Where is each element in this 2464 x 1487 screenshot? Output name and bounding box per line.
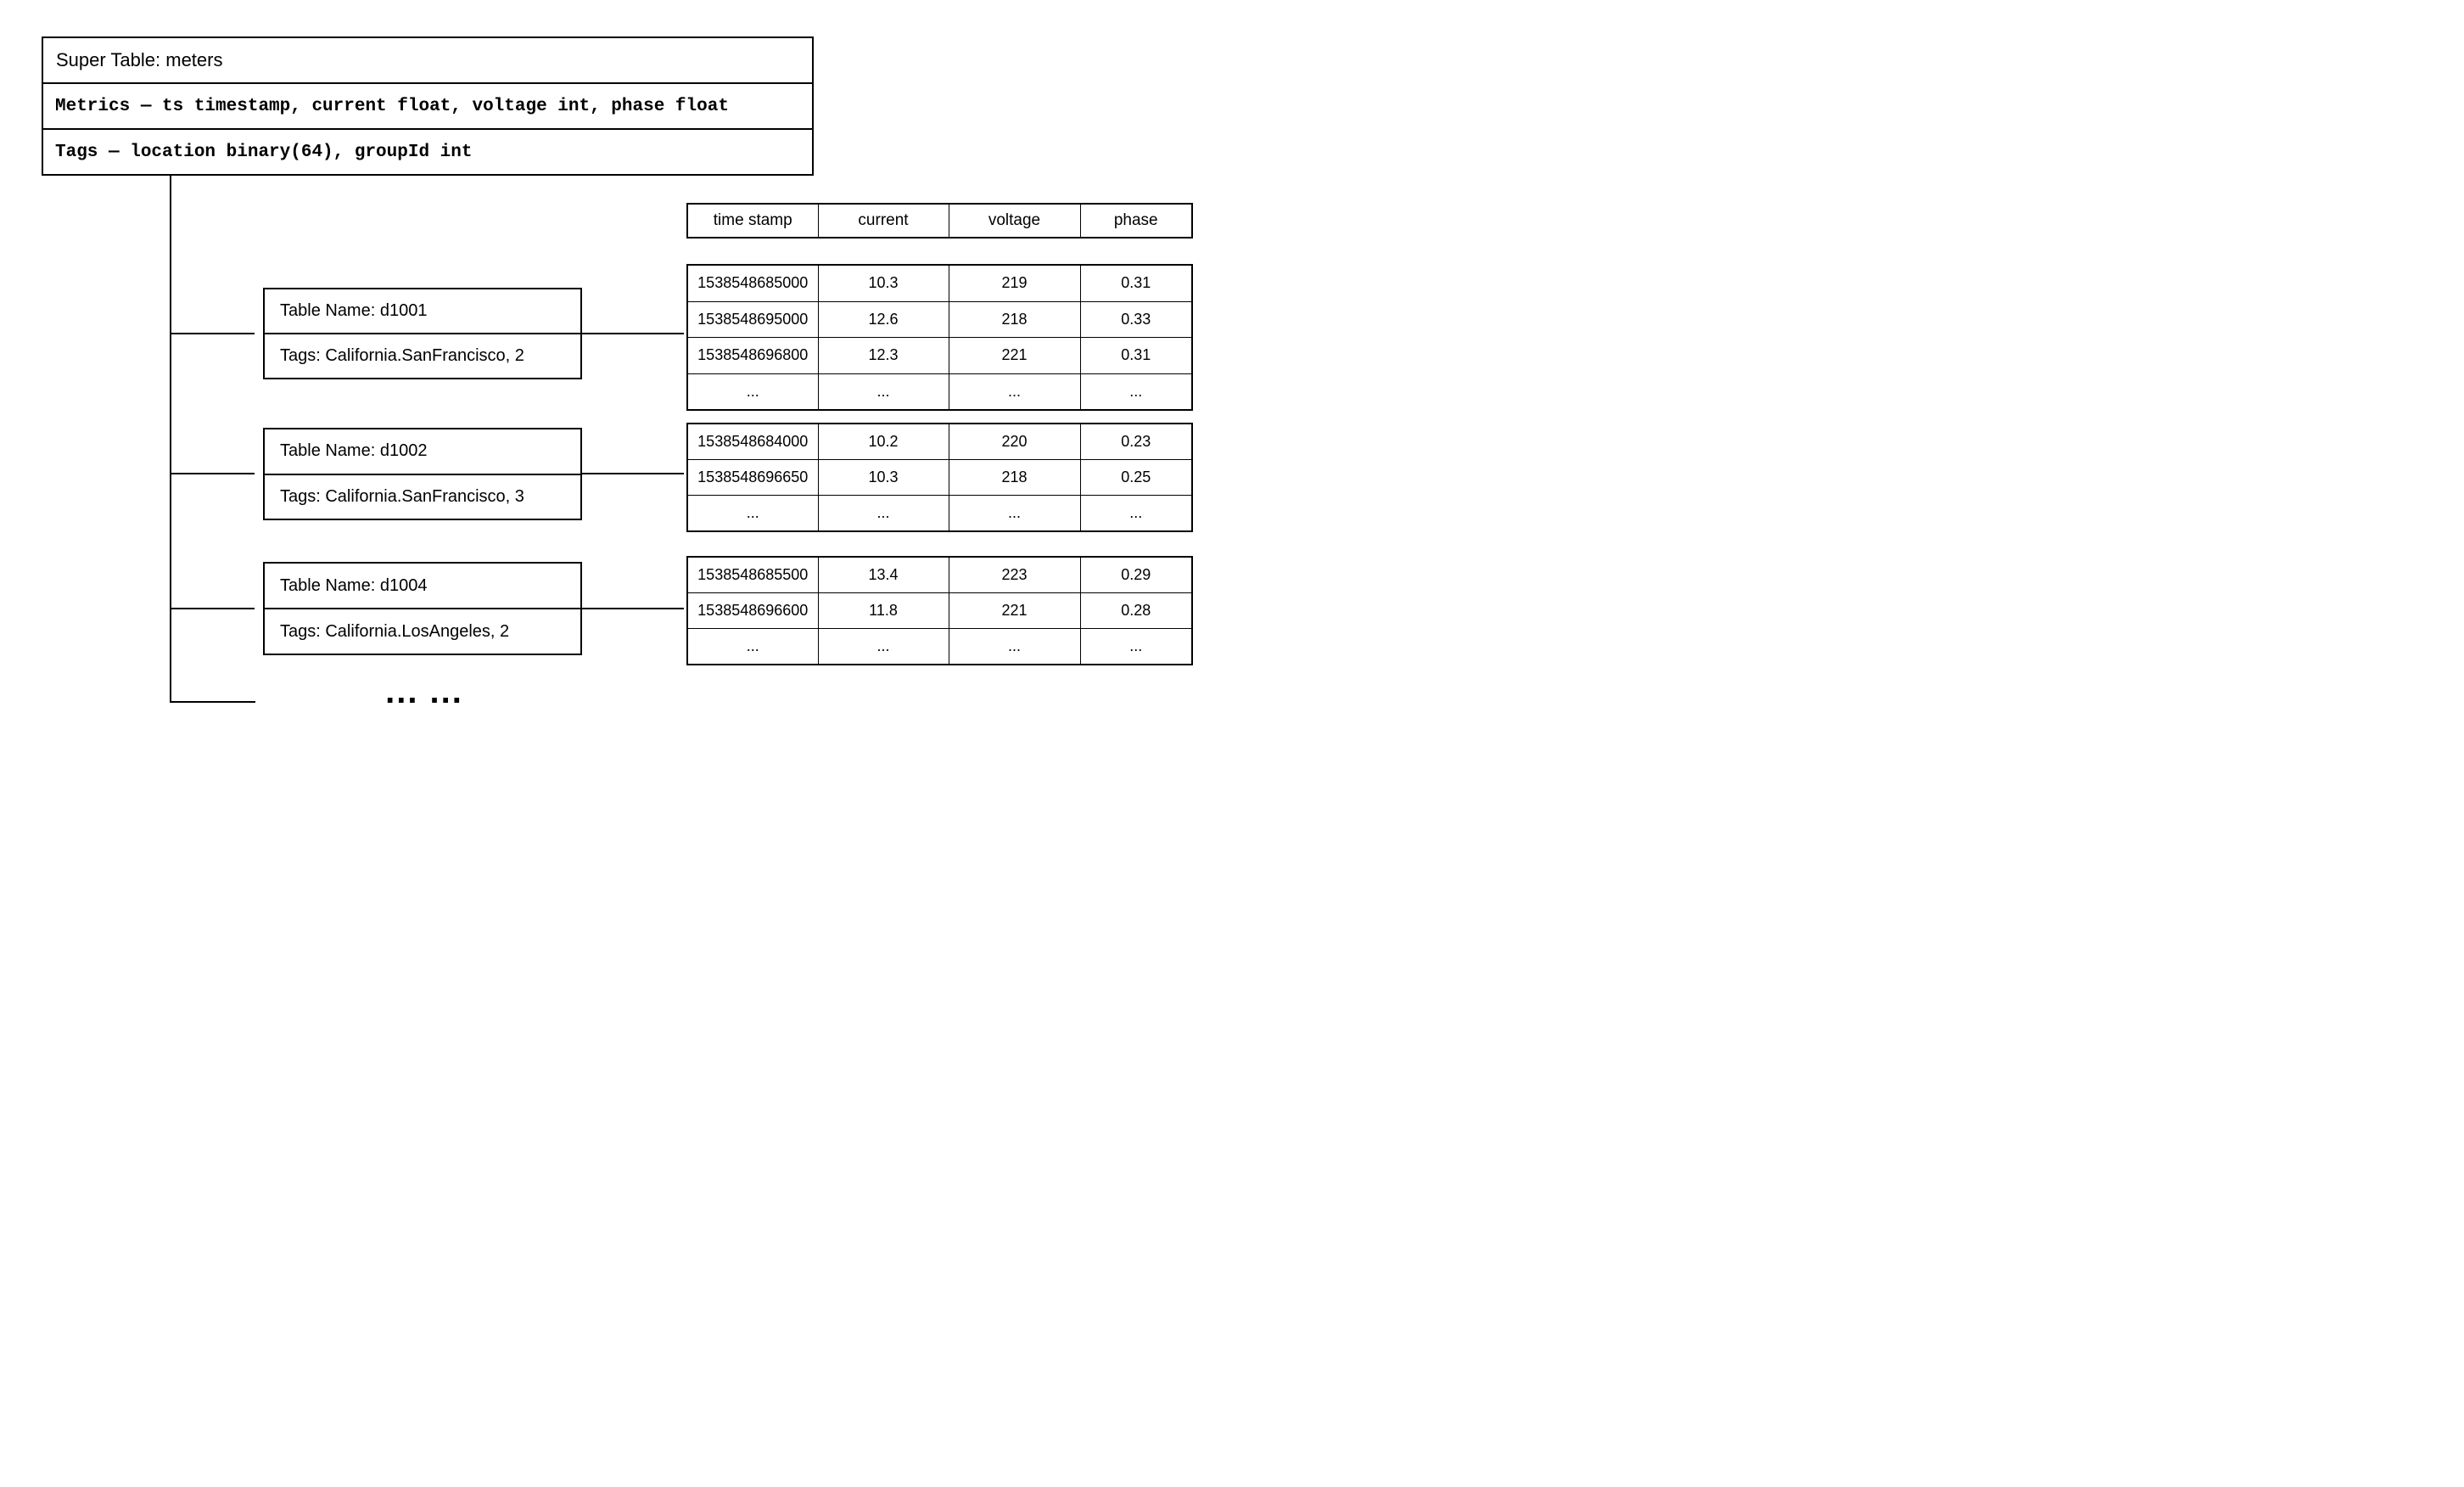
- device-box-d1001: [263, 288, 582, 379]
- table-row: [687, 424, 1192, 460]
- table-row: [687, 460, 1192, 496]
- device-name-label: Table Name: d1002: [280, 441, 428, 461]
- super-table-title: Super Table: meters: [56, 49, 223, 70]
- trunk-line: [170, 176, 171, 703]
- table-row: [687, 593, 1192, 629]
- table-row: [687, 265, 1192, 301]
- table-cell: 221: [949, 593, 1080, 629]
- table-cell: ...: [1080, 629, 1192, 665]
- table-cell: ...: [687, 373, 818, 410]
- data-table-d1002: [686, 423, 1193, 532]
- table-cell: ...: [687, 629, 818, 665]
- data-table-d1001: [686, 264, 1193, 411]
- table-cell: 0.28: [1080, 593, 1192, 629]
- table-cell: 219: [949, 265, 1080, 301]
- more-tables-ellipsis: ... ...: [385, 673, 463, 710]
- table-cell: 1538548696800: [687, 338, 818, 374]
- connector-line-d1002: [582, 473, 684, 474]
- device-box-d1002: [263, 428, 582, 520]
- table-cell: 221: [949, 338, 1080, 374]
- table-cell: ...: [687, 496, 818, 532]
- branch-line-more: [170, 701, 255, 703]
- device-tags-label: Tags: California.SanFrancisco, 2: [265, 333, 580, 378]
- super-table-tags: Tags — location binary(64), groupId int: [43, 128, 812, 174]
- table-cell: 1538548684000: [687, 424, 818, 460]
- table-row: [687, 496, 1192, 532]
- table-cell: ...: [1080, 373, 1192, 410]
- table-cell: 1538548695000: [687, 301, 818, 338]
- connector-line-d1004: [582, 608, 684, 609]
- table-row: [687, 373, 1192, 410]
- branch-line-d1001: [170, 333, 255, 334]
- table-cell: 10.3: [818, 265, 949, 301]
- table-cell: ...: [949, 496, 1080, 532]
- table-cell: 1538548685000: [687, 265, 818, 301]
- table-cell: ...: [1080, 496, 1192, 532]
- branch-line-d1004: [170, 608, 255, 609]
- column-header-timestamp: time stamp: [687, 204, 818, 238]
- table-cell: 1538548696650: [687, 460, 818, 496]
- table-cell: 1538548685500: [687, 557, 818, 593]
- table-cell: 220: [949, 424, 1080, 460]
- column-header-table: [686, 203, 1193, 238]
- table-row: [687, 301, 1192, 338]
- column-header-voltage: voltage: [949, 204, 1080, 238]
- table-cell: 223: [949, 557, 1080, 593]
- branch-line-d1002: [170, 473, 255, 474]
- table-cell: ...: [949, 373, 1080, 410]
- device-box-d1004: [263, 562, 582, 655]
- table-cell: 0.25: [1080, 460, 1192, 496]
- table-cell: 0.31: [1080, 338, 1192, 374]
- table-cell: 12.3: [818, 338, 949, 374]
- table-cell: 0.33: [1080, 301, 1192, 338]
- table-cell: 0.31: [1080, 265, 1192, 301]
- schema-diagram: [0, 0, 1232, 744]
- table-row: [687, 557, 1192, 593]
- table-cell: 10.3: [818, 460, 949, 496]
- data-table-d1004: [686, 556, 1193, 665]
- table-cell: ...: [818, 373, 949, 410]
- column-header-current: current: [818, 204, 949, 238]
- connector-line-d1001: [582, 333, 684, 334]
- table-cell: 1538548696600: [687, 593, 818, 629]
- super-table-metrics: Metrics — ts timestamp, current float, voltage int, phase float: [43, 82, 812, 128]
- header-row: [687, 204, 1192, 238]
- table-cell: 13.4: [818, 557, 949, 593]
- table-cell: 218: [949, 301, 1080, 338]
- table-cell: 0.23: [1080, 424, 1192, 460]
- device-tags-label: Tags: California.SanFrancisco, 3: [265, 474, 580, 519]
- table-cell: ...: [818, 496, 949, 532]
- table-cell: 12.6: [818, 301, 949, 338]
- table-row: [687, 629, 1192, 665]
- table-cell: ...: [818, 629, 949, 665]
- table-cell: 11.8: [818, 593, 949, 629]
- device-tags-label: Tags: California.LosAngeles, 2: [265, 608, 580, 654]
- table-row: [687, 338, 1192, 374]
- table-cell: 218: [949, 460, 1080, 496]
- table-cell: ...: [949, 629, 1080, 665]
- table-cell: 0.29: [1080, 557, 1192, 593]
- table-cell: 10.2: [818, 424, 949, 460]
- device-name-label: Table Name: d1001: [280, 301, 428, 320]
- super-table-box: [42, 36, 814, 176]
- column-header-phase: phase: [1080, 204, 1192, 238]
- device-name-label: Table Name: d1004: [280, 575, 428, 595]
